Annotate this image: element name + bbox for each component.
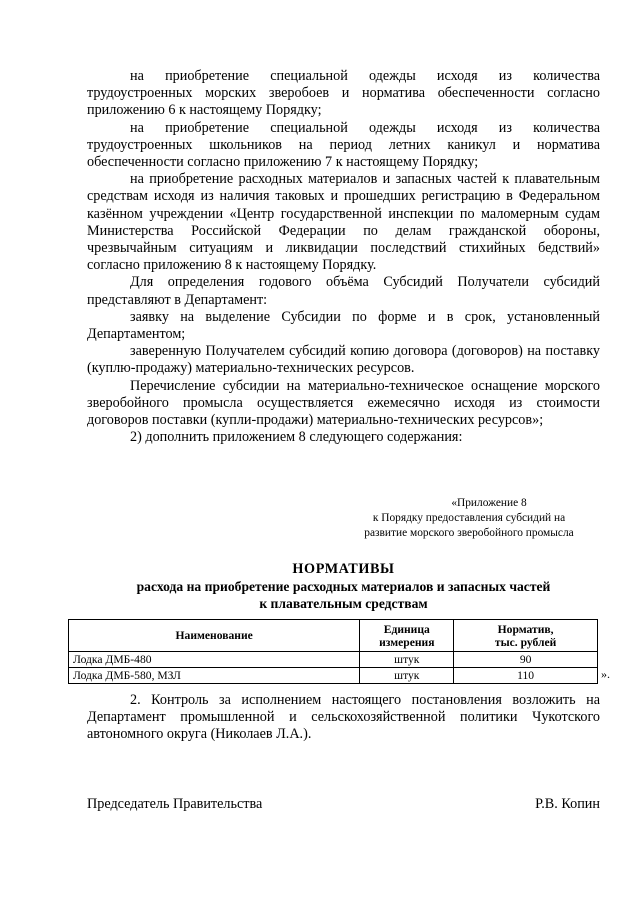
table-row [69,668,598,684]
norms-heading [87,560,600,612]
paragraph-application: заявку на выделение Субсидии по форме и в срок, установленный Департаментом; [87,308,600,343]
signatory-name: Р.В. Копин [535,796,600,812]
header-unit [360,620,454,652]
norms-title: НОРМАТИВЫ [292,561,395,577]
row-unit: штук [360,652,454,668]
row-name: Лодка ДМБ-580, МЗЛ [69,668,360,684]
paragraph-contract-copy: заверенную Получателем субсидий копию договора (договоров) на поставку (куплю-продажу) материально-технических ресурсов. [87,343,600,377]
appendix-note-line2: к Порядку предоставления субсидий на [372,512,566,524]
norms-table [68,619,598,684]
row-name: Лодка ДМБ-480 [69,652,360,668]
norms-subtitle-line1: расхода на приобретение расходных материалов и запасных частей [136,579,551,594]
row-unit: штук [360,668,454,684]
paragraph-special-clothing-hunters: на приобретение специальной одежды исходя из количества трудоустроенных морских зверобоев и норматива обеспеченности согласно приложению 6 к настоящему Порядку; [87,68,600,119]
paragraph-consumables: на приобретение расходных материалов и запасных частей к плавательным средствам исходя из наличия таковых и прошедших регистрацию в Федеральном казённом учреждении «Центр государственной инспекции по маломерным судам Министерства Российской Федерации по делам гражданской обороны, чрезвычайным ситуациям и ликвидации последствий стихийных бедствий» согласно приложению 8 к настоящему Порядку. [87,171,600,274]
norms-subtitle-line2: к плавательным средствам [259,596,428,611]
paragraph-transfer: Перечисление субсидии на материально-техническое оснащение морского зверобойного промысла осуществляется ежемесячно исходя из стоимости договоров поставки (купли-продажи) материально-технических ресурсов»; [87,377,600,429]
paragraph-special-clothing-students: на приобретение специальной одежды исходя из количества трудоустроенных школьников на период летних каникул и норматива обеспеченности согласно приложению 7 к настоящему Порядку; [87,119,600,171]
header-norm-line1: Норматив, [497,622,554,636]
closing-quote-mark: ». [601,667,610,681]
header-unit-line2: измерения [379,635,435,649]
header-norm [454,620,598,652]
final-text [87,692,600,744]
paragraph-annual-volume: Для определения годового объёма Субсидий Получатели субсидий представляют в Департамент: [87,274,600,308]
signatory-position: Председатель Правительства [87,796,263,812]
table-header-row [69,620,598,652]
row-norm: 110 [454,668,598,684]
row-norm: 90 [454,652,598,668]
paragraph-add-appendix: 2) дополнить приложением 8 следующего содержания: [130,429,463,446]
body-text [87,68,600,446]
paragraph-control: 2. Контроль за исполнением настоящего постановления возложить на Департамент промышленной и сельскохозяйственной политики Чукотского автономного округа (Николаев Л.А.). [87,692,600,743]
appendix-note-line1: «Приложение 8 [451,497,527,509]
appendix-note [340,496,598,541]
header-name: Наименование [69,620,360,652]
table-row [69,652,598,668]
header-norm-line2: тыс. рублей [494,635,557,649]
appendix-note-line3: развитие морского зверобойного промысла [364,527,574,539]
signature-block [87,796,600,813]
header-unit-line1: Единица [383,622,430,636]
